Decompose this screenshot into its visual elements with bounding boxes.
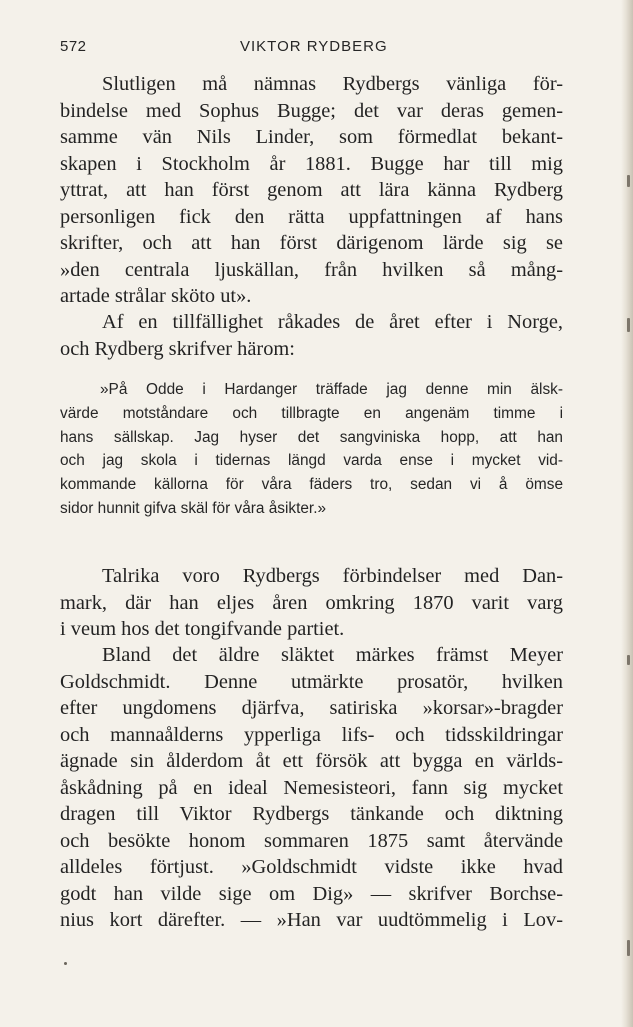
text-line: och mannaålderns ypperliga lifs- och tidsskildringar	[60, 723, 563, 746]
text-line: Talrika voro Rydbergs förbindelser med Dan-	[102, 565, 563, 587]
text-line: Bland det äldre släktet märkes främst Meyer	[102, 644, 563, 666]
edge-mark	[627, 175, 630, 187]
text-line: efter ungdomens djärfva, satiriska »korsar»-bragder	[60, 697, 563, 719]
text-line: Af en tillfällighet råkades de året efter i Norge,	[102, 311, 563, 333]
quote-line: värde motståndare och tillbragte en angenäm timme i	[60, 404, 563, 422]
quote-line: hans sällskap. Jag hyser det sangviniska hopp, att han	[60, 428, 563, 446]
running-title: VIKTOR RYDBERG	[240, 38, 388, 55]
text-line: Slutligen må nämnas Rydbergs vänliga för-	[102, 73, 563, 95]
text-line: alldeles förtjust. »Goldschmidt vidste ikke hvad	[60, 856, 563, 878]
quote-line: kommande källorna för våra fäders tro, sedan vi å ömse	[60, 476, 563, 494]
text-line: och Rydberg skrifver härom:	[60, 337, 295, 360]
edge-mark	[627, 655, 630, 665]
text-line: Goldschmidt. Denne utmärkte prosatör, hvilken	[60, 670, 563, 693]
text-line: i veum hos det tongifvande partiet.	[60, 618, 345, 640]
text-line: »den centrala ljuskällan, från hvilken så mång-	[60, 258, 563, 281]
quote-line: och jag skola i tidernas längd varda ense i mycket vid-	[60, 452, 563, 470]
text-line: och besökte honom sommaren 1875 samt återvände	[60, 829, 563, 852]
quote-line: »På Odde i Hardanger träffade jag denne min älsk-	[100, 381, 563, 398]
text-line: personligen fick den rätta uppfattningen af hans	[60, 205, 563, 228]
text-line: ägnade sin ålderdom åt ett försök att bygga en världs-	[60, 750, 563, 772]
text-line: samme vän Nils Linder, som förmedlat bekant-	[60, 126, 563, 148]
page-edge-shadow	[621, 0, 633, 1027]
text-line: skapen i Stockholm år 1881. Bugge har till mig	[60, 152, 563, 175]
paragraph-2	[60, 309, 563, 362]
paragraph-3	[60, 563, 563, 643]
text-line: godt han vilde sige om Dig» — skrifver Borchse-	[60, 882, 563, 905]
text-line: mark, där han eljes åren omkring 1870 varit varg	[60, 591, 563, 614]
text-line: skrifter, och att han först därigenom lärde sig se	[60, 232, 563, 254]
text-line: artade strålar sköto ut».	[60, 285, 252, 307]
text-line: åskådning på en ideal Nemesisteori, fann sig mycket	[60, 776, 563, 799]
text-line: nius kort därefter. — »Han var uudtömmelig i Lov-	[60, 909, 563, 931]
page-speck	[64, 962, 67, 965]
edge-mark	[627, 940, 630, 956]
paragraph-1	[60, 71, 563, 310]
edge-mark	[627, 318, 630, 332]
block-quote	[60, 378, 563, 521]
text-line: dragen till Viktor Rydbergs tänkande och diktning	[60, 803, 563, 825]
quote-line: sidor hunnit gifva skäl för våra åsikter.»	[60, 499, 327, 517]
running-header	[60, 38, 575, 60]
text-line: bindelse med Sophus Bugge; det var deras gemen-	[60, 99, 563, 122]
text-line: yttrat, att han först genom att lära känna Rydberg	[60, 179, 563, 201]
page-number: 572	[60, 38, 87, 55]
paragraph-4	[60, 642, 563, 934]
